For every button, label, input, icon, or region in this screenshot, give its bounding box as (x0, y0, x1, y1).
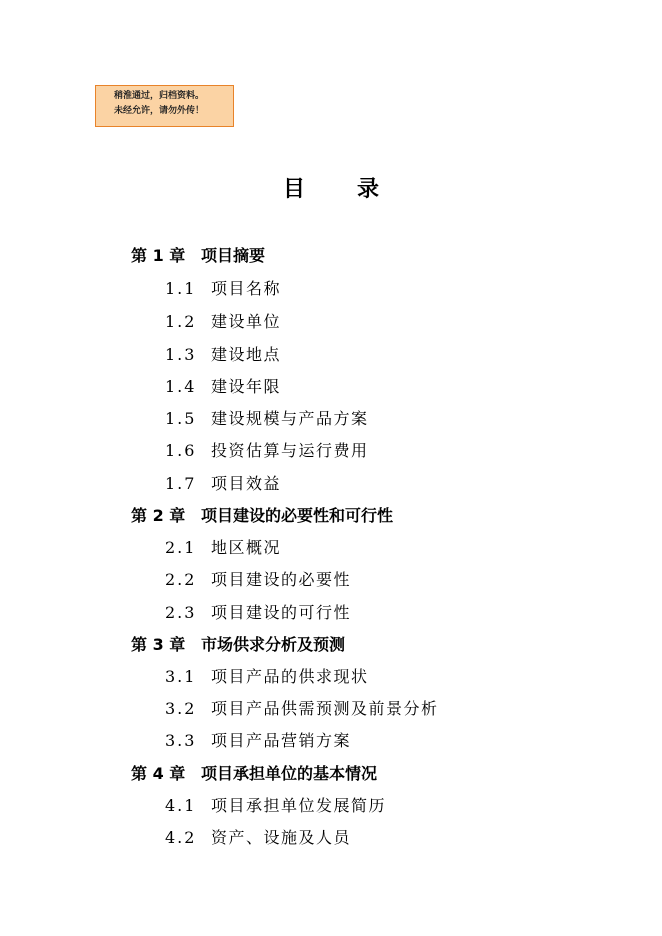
confidential-notice-box (95, 85, 234, 127)
toc-section[interactable] (165, 441, 369, 461)
toc-number: 1.7 (165, 474, 197, 493)
toc-section[interactable] (165, 538, 281, 558)
toc-number: 3.1 (165, 667, 197, 686)
toc-number: 1.6 (165, 441, 197, 460)
toc-number: 2.1 (165, 538, 197, 557)
toc-number: 1.1 (165, 279, 197, 298)
toc-title: 地区概况 (211, 538, 282, 557)
title-char-2: 录 (357, 177, 380, 202)
toc-title: 项目效益 (211, 474, 282, 493)
toc-title: 投资估算与运行费用 (211, 441, 369, 460)
toc-section[interactable] (165, 377, 281, 397)
toc-section[interactable] (165, 409, 369, 429)
title-char-1: 目 (282, 177, 305, 202)
toc-chapter[interactable] (131, 246, 265, 266)
toc-number: 1.4 (165, 377, 197, 396)
toc-title: 项目承担单位发展简历 (211, 796, 387, 815)
toc-section[interactable] (165, 345, 281, 365)
toc-section[interactable] (165, 828, 351, 848)
toc-number: 2.2 (165, 570, 197, 589)
toc-title: 项目产品的供求现状 (211, 667, 369, 686)
toc-section[interactable] (165, 474, 281, 494)
toc-title: 项目名称 (211, 279, 282, 298)
toc-title: 项目建设的可行性 (211, 603, 352, 622)
toc-section[interactable] (165, 796, 386, 816)
toc-section[interactable] (165, 279, 281, 299)
toc-title: 资产、设施及人员 (211, 828, 352, 847)
toc-title: 项目产品供需预测及前景分析 (211, 699, 439, 718)
toc-title: 建设年限 (211, 377, 282, 396)
toc-chapter[interactable] (131, 764, 377, 784)
toc-number: 3.3 (165, 731, 197, 750)
toc-title: 项目摘要 (201, 246, 266, 265)
toc-section[interactable] (165, 603, 351, 623)
toc-chapter[interactable] (131, 635, 345, 655)
notice-line-2: 未经允许，请勿外传！ (114, 106, 205, 116)
toc-number: 2.3 (165, 603, 197, 622)
toc-number: 4.2 (165, 828, 197, 847)
toc-title: 市场供求分析及预测 (201, 635, 346, 654)
page-title (0, 172, 662, 203)
toc-number: 第 1 章 (131, 246, 186, 265)
toc-chapter[interactable] (131, 506, 393, 526)
toc-number: 第 4 章 (131, 764, 186, 783)
notice-line-1: 稍淮通过，归档资料。 (114, 91, 205, 101)
toc-title: 项目建设的必要性和可行性 (201, 506, 394, 525)
toc-section[interactable] (165, 731, 351, 751)
toc-title: 建设单位 (211, 312, 282, 331)
toc-title: 建设地点 (211, 345, 282, 364)
toc-number: 1.3 (165, 345, 197, 364)
toc-number: 3.2 (165, 699, 197, 718)
toc-number: 第 3 章 (131, 635, 186, 654)
toc-section[interactable] (165, 667, 369, 687)
toc-number: 1.2 (165, 312, 197, 331)
toc-number: 1.5 (165, 409, 197, 428)
toc-title: 项目承担单位的基本情况 (201, 764, 378, 783)
toc-section[interactable] (165, 570, 351, 590)
toc-number: 4.1 (165, 796, 197, 815)
toc-title: 项目产品营销方案 (211, 731, 352, 750)
toc-title: 项目建设的必要性 (211, 570, 352, 589)
toc-title: 建设规模与产品方案 (211, 409, 369, 428)
toc-section[interactable] (165, 699, 439, 719)
toc-number: 第 2 章 (131, 506, 186, 525)
toc-section[interactable] (165, 312, 281, 332)
